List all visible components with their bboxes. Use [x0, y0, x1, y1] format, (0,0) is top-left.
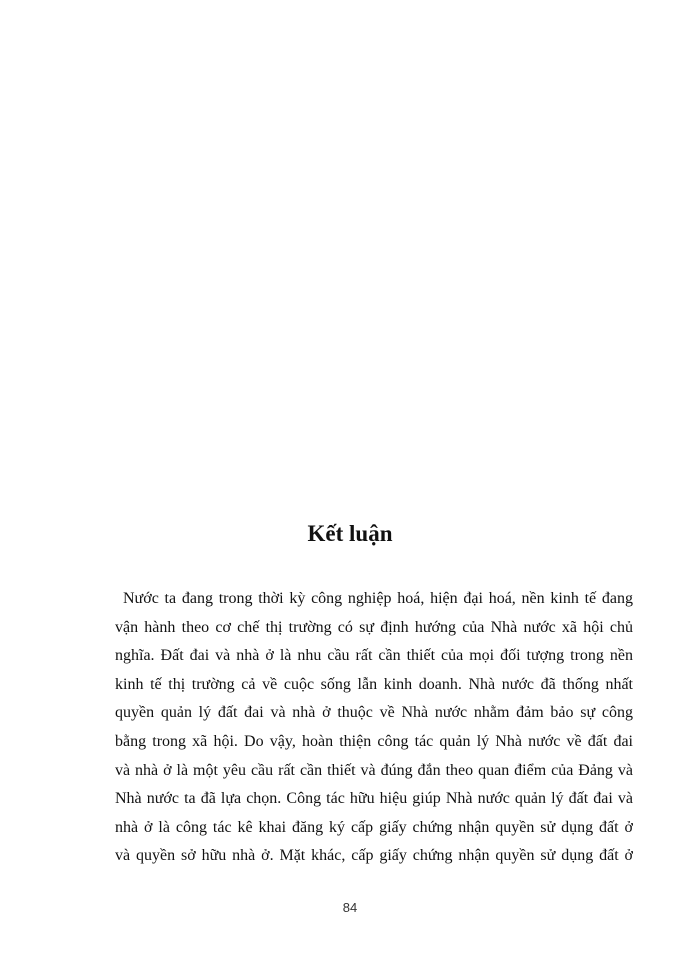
- paragraph-line: Nhà nước ta đã lựa chọn. Công tác hữu hiệu giúp Nhà nước quản lý đất đai và: [115, 790, 633, 808]
- paragraph-line: Nước ta đang trong thời kỳ công nghiệp hoá, hiện đại hoá, nền kinh tế đang: [123, 590, 633, 607]
- page-number: 84: [342, 900, 358, 915]
- body-paragraph: [115, 585, 633, 871]
- paragraph-line: quyền quản lý đất đai và nhà ở thuộc về Nhà nước nhằm đảm bảo sự công: [115, 704, 633, 722]
- paragraph-line: bằng trong xã hội. Do vậy, hoàn thiện công tác quản lý Nhà nước về đất đai: [115, 732, 633, 750]
- paragraph-line: kinh tế thị trường cả về cuộc sống lẫn kinh doanh. Nhà nước đã thống nhất: [115, 675, 633, 693]
- paragraph-line: nghĩa. Đất đai và nhà ở là nhu cầu rất cần thiết của mọi đối tượng trong nền: [115, 647, 633, 665]
- paragraph-line: và nhà ở là một yêu cầu rất cần thiết và đúng đắn theo quan điểm của Đảng và: [115, 761, 633, 779]
- paragraph-line: và quyền sở hữu nhà ở. Mặt khác, cấp giấy chứng nhận quyền sử dụng đất ở: [115, 847, 633, 865]
- page-title: Kết luận: [307, 521, 393, 546]
- paragraph-line: nhà ở là công tác kê khai đăng ký cấp giấy chứng nhận quyền sử dụng đất ở: [115, 818, 633, 836]
- paragraph-line: vận hành theo cơ chế thị trường có sự định hướng của Nhà nước xã hội chủ: [115, 618, 633, 636]
